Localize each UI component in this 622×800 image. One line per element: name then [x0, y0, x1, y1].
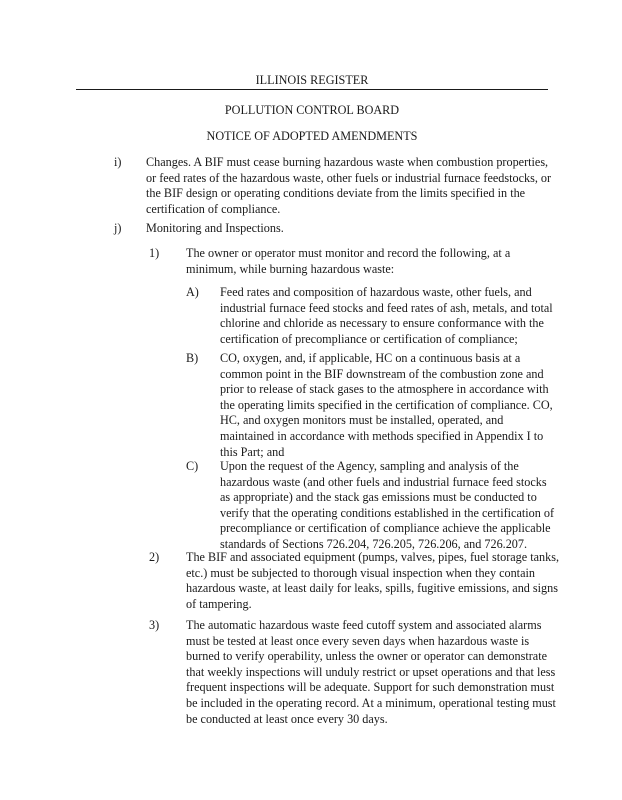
notice-title: NOTICE OF ADOPTED AMENDMENTS	[206, 129, 418, 143]
text-line: HC, and oxygen monitors must be installed, operated, and	[220, 413, 504, 428]
item-1-label: 1)	[149, 246, 160, 260]
text-line: must be tested at least once every seven days when hazardous waste is	[186, 633, 530, 648]
text-line: certification of compliance.	[146, 201, 281, 216]
item-3-label: 3)	[149, 618, 160, 632]
text-line: hazardous waste, at least daily for leaks, spills, fugitive emissions, and signs	[186, 581, 558, 596]
text-line: frequent inspections will be adequate. Support for such demonstration must	[186, 680, 555, 695]
text-line: verify that the operating conditions established in the certification of	[220, 505, 555, 520]
board-title: POLLUTION CONTROL BOARD	[224, 103, 400, 117]
text-line: or feed rates of the hazardous waste, other fuels or industrial furnace feedstocks, or	[146, 170, 552, 185]
text-line: certification of precompliance or certification of compliance;	[220, 331, 518, 346]
item-C-label: C)	[186, 459, 199, 473]
item-B-text	[220, 351, 570, 460]
register-header: ILLINOIS REGISTER	[255, 73, 369, 87]
text-line: chlorine and chloride as necessary to ensure conformance with the	[220, 316, 544, 331]
header-rule	[76, 89, 548, 90]
item-A-label: A)	[186, 285, 199, 299]
section-j-label: j)	[114, 221, 122, 235]
text-line: industrial furnace feed stocks and feed rates of ash, metals, and total	[220, 300, 553, 315]
text-line: as appropriate) and the stack gas emissions must be conducted to	[220, 490, 537, 505]
text-line: CO, oxygen, and, if applicable, HC on a continuous basis at a	[220, 351, 521, 365]
text-line: Upon the request of the Agency, sampling and analysis of the	[220, 459, 519, 473]
item-2-label: 2)	[149, 550, 160, 564]
section-j-text	[146, 221, 566, 237]
text-line: be included in the operating record. At a minimum, operational testing must	[186, 695, 556, 710]
text-line: Feed rates and composition of hazardous waste, other fuels, and	[220, 285, 532, 299]
text-line: Changes. A BIF must cease burning hazardous waste when combustion properties,	[146, 155, 549, 169]
text-line: maintained in accordance with methods specified in Appendix I to	[220, 428, 544, 443]
text-line: prior to release of stack gases to the atmosphere in accordance with	[220, 382, 549, 397]
section-i-label: i)	[114, 155, 122, 169]
item-3-text	[186, 618, 571, 727]
text-line: standards of Sections 726.204, 726.205, 726.206, and 726.207.	[220, 536, 528, 551]
item-1-text	[186, 246, 566, 277]
text-line: precompliance or certification of compliance achieve the applicable	[220, 521, 551, 536]
text-line: be conducted at least once every 30 days.	[186, 711, 388, 726]
text-line: the BIF design or operating conditions deviate from the limits specified in the	[146, 186, 526, 201]
text-line: etc.) must be subjected to thorough visual inspection when they contain	[186, 565, 535, 580]
text-line: burned to verify operability, unless the owner or operator can demonstrate	[186, 649, 547, 664]
text-line: The automatic hazardous waste feed cutoff system and associated alarms	[186, 618, 542, 632]
item-C-text	[220, 459, 570, 553]
section-i-text	[146, 155, 566, 217]
text-line: The owner or operator must monitor and record the following, at a	[186, 246, 511, 260]
text-line: The BIF and associated equipment (pumps, valves, pipes, fuel storage tanks,	[186, 550, 559, 564]
text-line: the operating limits specified in the certification of compliance. CO,	[220, 397, 553, 412]
item-B-label: B)	[186, 351, 199, 365]
text-line: of tampering.	[186, 596, 252, 611]
text-line: Monitoring and Inspections.	[146, 221, 284, 235]
text-line: hazardous waste (and other fuels and industrial furnace feed stocks	[220, 474, 547, 489]
text-line: this Part; and	[220, 444, 285, 459]
text-line: minimum, while burning hazardous waste:	[186, 261, 395, 276]
item-A-text	[220, 285, 570, 347]
text-line: common point in the BIF downstream of the combustion zone and	[220, 366, 544, 381]
text-line: that weekly inspections will unduly restrict or upset operations and that less	[186, 664, 556, 679]
item-2-text	[186, 550, 571, 612]
